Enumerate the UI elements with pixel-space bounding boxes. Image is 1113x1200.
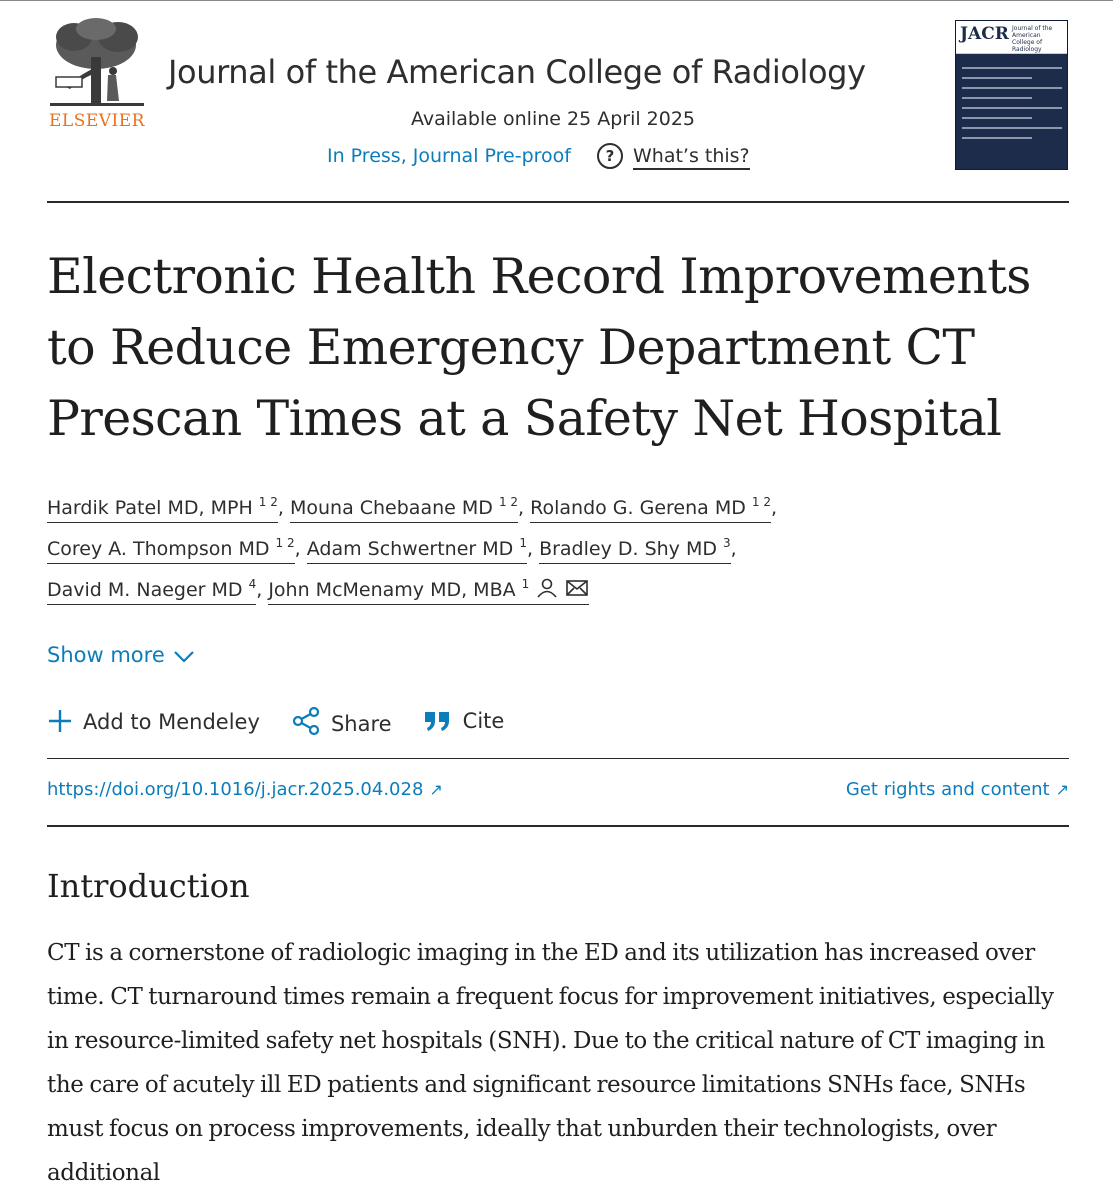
author-link[interactable]: David M. Naeger MD $^4$ bbox=[47, 579, 256, 605]
header-divider bbox=[47, 201, 1069, 203]
author-link[interactable]: Hardik Patel MD, MPH $^{1 2}$ bbox=[47, 497, 278, 523]
corresponding-author-link[interactable]: John McMenamy MD, MBA $^1$ bbox=[268, 579, 589, 605]
author-link[interactable]: Bradley D. Shy MD $^3$ bbox=[539, 538, 731, 564]
share-icon bbox=[291, 706, 321, 736]
journal-cover-thumbnail[interactable] bbox=[955, 20, 1068, 170]
external-link-icon: ↗ bbox=[429, 780, 443, 799]
elsevier-wordmark: ELSEVIER bbox=[49, 111, 145, 131]
article-actions bbox=[47, 706, 530, 746]
author-link[interactable]: Mouna Chebaane MD $^{1 2}$ bbox=[290, 497, 518, 523]
add-to-mendeley-button[interactable]: Add to Mendeley bbox=[47, 708, 260, 734]
metadata-divider bbox=[47, 825, 1069, 827]
author-link[interactable]: Adam Schwertner MD $^1$ bbox=[307, 538, 527, 564]
help-icon[interactable]: ? bbox=[597, 143, 623, 169]
author-link[interactable]: Corey A. Thompson MD $^{1 2}$ bbox=[47, 538, 295, 564]
quote-icon bbox=[423, 709, 453, 733]
cover-abbrev: JACR bbox=[960, 24, 1009, 44]
available-online-date: Available online 25 April 2025 bbox=[410, 108, 696, 130]
elsevier-logo[interactable] bbox=[46, 17, 148, 135]
journal-title[interactable]: Journal of the American College of Radiology bbox=[168, 53, 866, 91]
elsevier-tree-icon bbox=[46, 17, 148, 109]
get-rights-link[interactable]: Get rights and content ↗ bbox=[845, 779, 1069, 800]
show-more-button[interactable]: Show more bbox=[47, 643, 195, 667]
cite-button[interactable]: Cite bbox=[423, 709, 505, 733]
publication-status-row bbox=[327, 143, 750, 173]
email-icon bbox=[565, 578, 589, 598]
journal-header bbox=[0, 1, 1113, 201]
author-list: Hardik Patel MD, MPH $^{1 2}$, Mouna Chebaane MD $^{1 2}$, Rolando G. Gerena MD $^{1 2}$, Corey A. Thompson MD $^{1 2}$, Adam Schwertner MD $^1$, Bradley D. Shy MD $^3$, David M. Naeger MD $^4$, John McMenamy MD, MBA $^1$ bbox=[47, 488, 1007, 613]
author-link[interactable]: Rolando G. Gerena MD $^{1 2}$ bbox=[530, 497, 771, 523]
section-heading: Introduction bbox=[47, 867, 250, 905]
doi-link[interactable]: https://doi.org/10.1016/j.jacr.2025.04.028 ↗ bbox=[47, 779, 443, 800]
in-press-status: In Press, Journal Pre-proof bbox=[327, 145, 571, 167]
chevron-down-icon bbox=[173, 650, 195, 664]
person-icon bbox=[535, 578, 559, 598]
cover-subtitle: Journal of the American College of Radiology bbox=[1012, 25, 1053, 53]
external-link-icon: ↗ bbox=[1055, 780, 1069, 799]
cover-contents-lines bbox=[962, 67, 1062, 147]
plus-icon bbox=[47, 708, 73, 734]
actions-divider bbox=[47, 758, 1069, 759]
article-title: Electronic Health Record Improvements to Reduce Emergency Department CT Prescan Times at a Safety Net Hospital bbox=[47, 248, 1031, 447]
share-button[interactable]: Share bbox=[291, 706, 392, 736]
introduction-paragraph: CT is a cornerstone of radiologic imaging in the ED and its utilization has increased over time. CT turnaround times remain a frequent focus for improvement initiatives, especially in resource-limited safety net hospitals (SNH). Due to the critical nature of CT imaging in the care of acutely ill ED patients and significant resource limitations SNHs face, SNHs must focus on process improvements, ideally that unburden their technologists, over additional bbox=[47, 940, 1054, 1186]
whats-this-link[interactable]: What’s this? bbox=[633, 145, 750, 170]
